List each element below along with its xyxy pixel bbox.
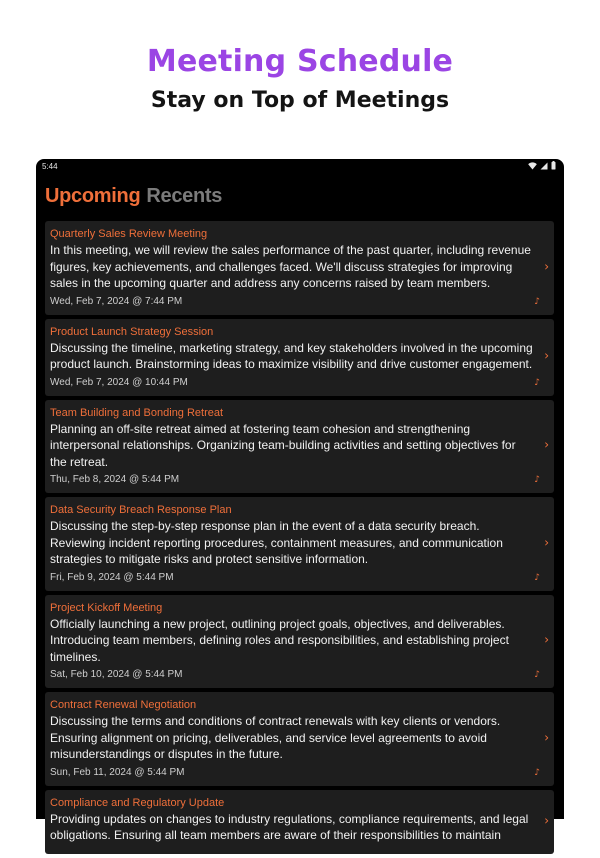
meeting-title: Team Building and Bonding Retreat (50, 406, 224, 419)
music-note-icon: ♪ (534, 377, 540, 388)
meeting-title: Contract Renewal Negotiation (50, 699, 197, 711)
meeting-datetime: Thu, Feb 8, 2024 @ 5:44 PM (50, 474, 180, 485)
meeting-description: Officially launching a new project, outlining project goals, objectives, and deliverables. Introducing team members, defining roles and responsibilities, and establishing project timelines. (50, 616, 509, 664)
meeting-card[interactable] (45, 595, 554, 689)
meeting-datetime: Sat, Feb 10, 2024 @ 5:44 PM (50, 669, 183, 680)
meeting-datetime: Wed, Feb 7, 2024 @ 10:44 PM (50, 376, 188, 388)
tab-upcoming[interactable]: Upcoming (45, 185, 141, 207)
meeting-datetime: Sun, Feb 11, 2024 @ 5:44 PM (50, 766, 185, 778)
chevron-right-icon[interactable]: › (544, 259, 549, 274)
meeting-datetime: Fri, Feb 9, 2024 @ 5:44 PM (50, 571, 174, 583)
meeting-title: Project Kickoff Meeting (50, 601, 163, 614)
meeting-title: Compliance and Regulatory Update (50, 796, 225, 809)
status-time: 5:44 (42, 162, 58, 171)
meeting-description: In this meeting, we will review the sales performance of the past quarter, including revenue figures, key achievements, and challenges faced. We'll discuss strategies for improving sales in the upcoming quarter and address any concerns raised by team members. (50, 243, 531, 290)
wifi-icon (528, 162, 537, 170)
meeting-description: Discussing the timeline, marketing strategy, and key stakeholders involved in the upcoming product launch. Brainstorming ideas to maximize visibility and drive customer engagement. (50, 340, 533, 371)
chevron-right-icon[interactable]: › (544, 730, 549, 745)
tab-bar (45, 185, 222, 208)
meeting-description: Discussing the terms and conditions of contract renewals with key clients or vendors. Ensuring alignment on pricing, deliverables, and service level agreements to avoid misunderstandings or disputes in the future. (50, 714, 501, 761)
meeting-title: Data Security Breach Response Plan (50, 504, 232, 516)
chevron-right-icon[interactable]: › (544, 348, 549, 363)
chevron-right-icon[interactable]: › (544, 437, 549, 452)
music-note-icon: ♪ (534, 475, 540, 485)
meeting-card[interactable] (45, 790, 554, 854)
meeting-card[interactable] (45, 319, 554, 396)
meeting-card[interactable] (45, 497, 554, 591)
meeting-datetime: Wed, Feb 7, 2024 @ 7:44 PM (50, 295, 183, 307)
device-screen (36, 159, 564, 842)
battery-icon (551, 161, 556, 170)
meeting-card[interactable] (45, 692, 554, 786)
chevron-right-icon[interactable]: › (544, 535, 549, 550)
chevron-right-icon[interactable]: › (544, 813, 549, 828)
meeting-title: Quarterly Sales Review Meeting (50, 228, 208, 240)
meeting-description: Planning an off-site retreat aimed at fostering team cohesion and strengthening interpersonal relationships. Organizing team-building activities and setting objectives for the retreat. (50, 421, 516, 469)
signal-icon (540, 162, 548, 170)
meeting-card[interactable] (45, 221, 554, 315)
chevron-right-icon[interactable]: › (544, 632, 549, 647)
meeting-card[interactable] (45, 400, 554, 494)
promo-subtitle: Stay on Top of Meetings (150, 88, 450, 113)
meeting-description: Discussing the step-by-step response plan in the event of a data security breach. Reviewing incident reporting procedures, containment measures, and communication strategies to mitigate risks and protect sensitive information. (50, 519, 503, 566)
status-icons (528, 161, 556, 170)
meeting-description: Providing updates on changes to industry regulations, compliance requirements, and legal obligations. Ensuring all team members are aware of their responsibilities to maintain (50, 811, 529, 842)
music-note-icon: ♪ (534, 670, 540, 680)
meeting-title: Product Launch Strategy Session (50, 325, 214, 338)
status-bar (36, 159, 564, 175)
music-note-icon: ♪ (534, 296, 540, 307)
music-note-icon: ♪ (534, 572, 540, 583)
tab-recents[interactable]: Recents (146, 185, 223, 207)
meeting-list (45, 221, 554, 858)
music-note-icon: ♪ (534, 767, 540, 778)
promo-title: Meeting Schedule (146, 44, 454, 79)
